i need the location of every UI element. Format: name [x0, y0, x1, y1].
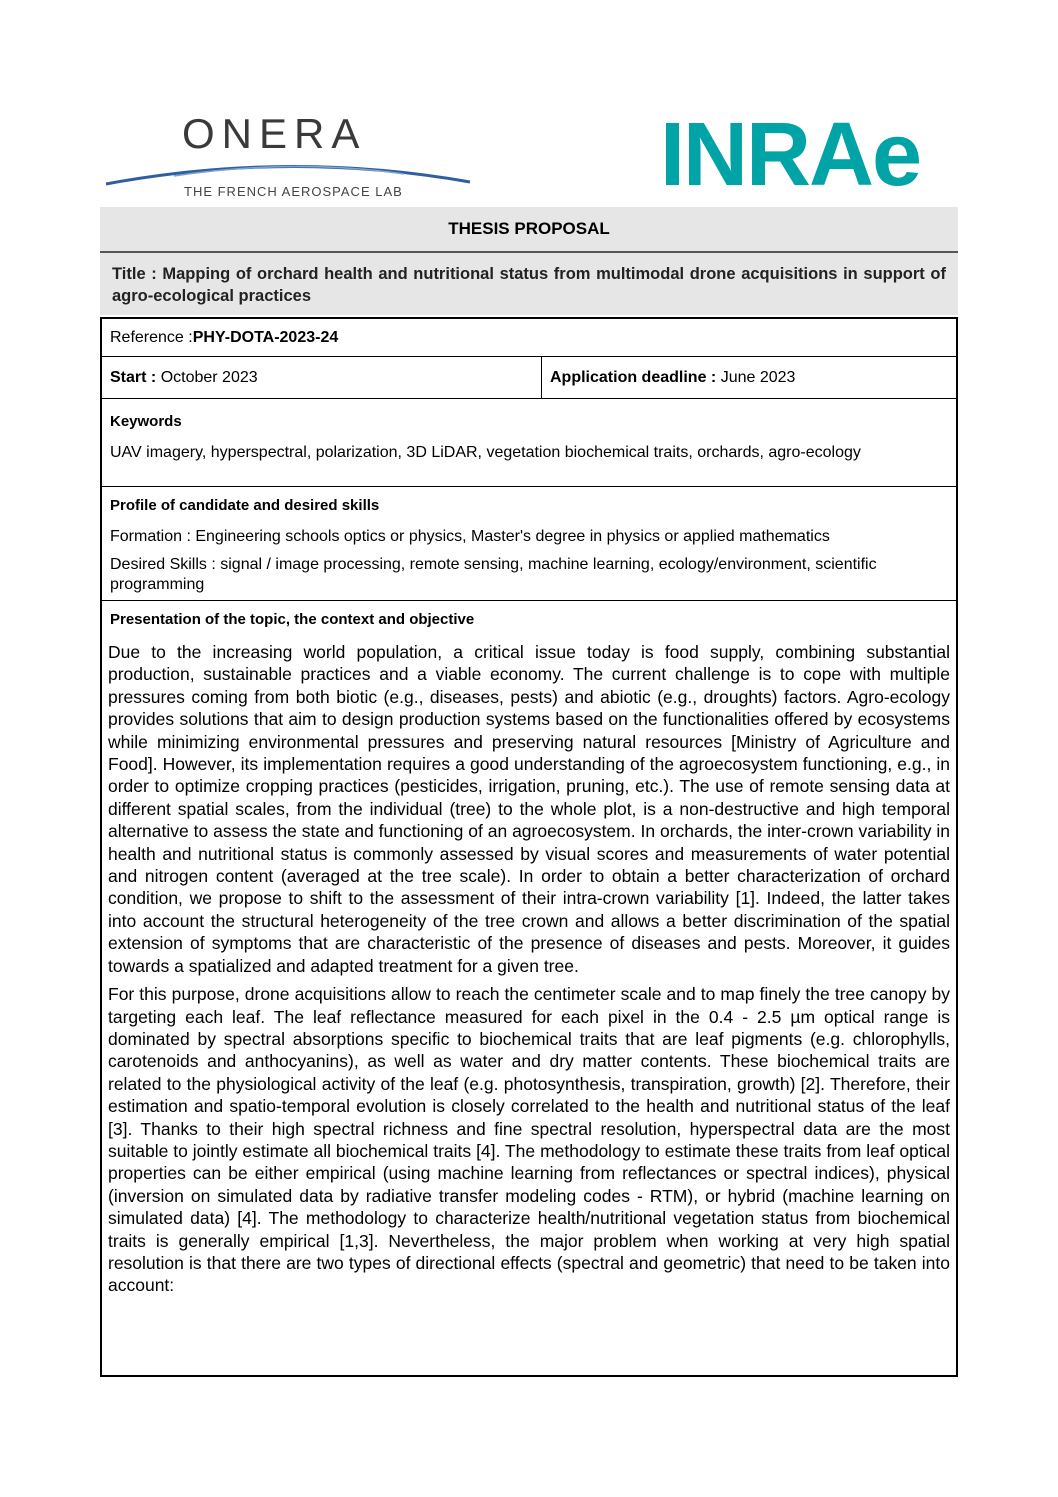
profile-skills: Desired Skills : signal / image processing, remote sensing, machine learning, ecology/environment, scientific programming: [110, 556, 877, 593]
reference-cell: [102, 319, 956, 356]
logo-area: [0, 0, 1058, 210]
onera-arc-icon: [104, 152, 474, 188]
deadline-cell: [542, 357, 956, 398]
start-value: October 2023: [160, 368, 258, 386]
reference-value: PHY-DOTA-2023-24: [192, 328, 339, 346]
deadline-label: Application deadline :: [550, 368, 717, 386]
presentation-paragraph-1: Due to the increasing world population, a critical issue today is food supply, combining substantial production, sustainable practices and a viable economy. The current challenge is to cope with multiple pressures coming from both biotic (e.g., diseases, pests) and abiotic (e.g., droughts) factors. Agro-ecology provides solutions that aim to design production systems based on the functionalities offered by ecosystems while minimizing environmental pressures and preserving natural resources [Ministry of Agriculture and Food]. However, its implementation requires a good understanding of the agroecosystem functioning, e.g., in order to optimize cropping practices (pesticides, irrigation, pruning, etc.). The use of remote sensing data at different spatial scales, from the individual (tree) to the whole plot, is a non-destructive and high temporal alternative to assess the state and functioning of an agroecosystem. In orchards, the inter-crown variability in health and nutritional status is commonly assessed by visual scores and measurements of water potential and nitrogen content (averaged at the tree scale). In order to obtain a better characterization of orchard condition, we propose to shift to the assessment of their intra-crown variability [1]. Indeed, the latter takes into account the structural heterogeneity of the tree crown and allows a better discrimination of the spatial extension of symptoms that are characteristic of the presence of diseases and pests. Moreover, it guides towards a spatialized and adapted treatment for a given tree.: [108, 642, 950, 976]
onera-tagline: THE FRENCH AEROSPACE LAB: [184, 184, 403, 199]
inrae-wordmark: INRAe: [660, 105, 921, 205]
dates-row: [102, 357, 956, 399]
profile-row: [102, 487, 956, 601]
presentation-paragraph-2: For this purpose, drone acquisitions allow to reach the centimeter scale and to map finely the tree canopy by targeting each leaf. The leaf reflectance measured for each pixel in the 0.4 - 2.5 µm optical range is dominated by spectral absorptions specific to biochemical traits that are leaf pigments (e.g. chlorophylls, carotenoids and anthocyanins), as well as water and dry matter contents. These biochemical traits are related to the physiological activity of the leaf (e.g. photosynthesis, transpiration, growth) [2]. Therefore, their estimation and spatio-temporal evolution is closely correlated to the health and nutritional status of the leaf [3]. Thanks to their high spectral richness and fine spectral resolution, hyperspectral data are the most suitable to jointly estimate all biochemical traits [4]. The methodology to estimate these traits from leaf optical properties can be either empirical (using machine learning from reflectances or spectral indices), physical (inversion on simulated data by radiative transfer modeling codes - RTM), or hybrid (machine learning on simulated data) [4]. The methodology to characterize health/nutritional vegetation status from biochemical traits is generally empirical [1,3]. Nevertheless, the major problem when working at very high spatial resolution is that there are two types of directional effects (spectral and geometric) that need to be taken into account:: [108, 984, 950, 1296]
presentation-label: Presentation of the topic, the context and objective: [110, 611, 475, 628]
document-heading: THESIS PROPOSAL: [100, 207, 958, 253]
start-cell: [102, 357, 542, 398]
keywords-row: [102, 399, 956, 487]
keywords-value: UAV imagery, hyperspectral, polarization, 3D LiDAR, vegetation biochemical traits, orchards, agro-ecology: [110, 444, 861, 461]
profile-label: Profile of candidate and desired skills: [110, 497, 380, 514]
onera-wordmark: ONERA: [182, 110, 367, 157]
reference-row: [102, 319, 956, 357]
keywords-label: Keywords: [110, 413, 182, 430]
start-label: Start :: [110, 368, 157, 386]
presentation-body: [108, 641, 950, 1297]
thesis-title: Title : Mapping of orchard health and nutritional status from multimodal drone acquisitions in support of agro-ecological practices: [100, 253, 958, 315]
profile-formation: Formation : Engineering schools optics or physics, Master's degree in physics or applied mathematics: [110, 528, 830, 545]
deadline-value: June 2023: [720, 368, 796, 386]
inrae-logo: [660, 105, 960, 205]
reference-label: Reference :: [110, 328, 193, 346]
onera-logo: [104, 108, 474, 208]
presentation-row: [102, 601, 956, 1375]
proposal-table: [100, 317, 958, 1377]
